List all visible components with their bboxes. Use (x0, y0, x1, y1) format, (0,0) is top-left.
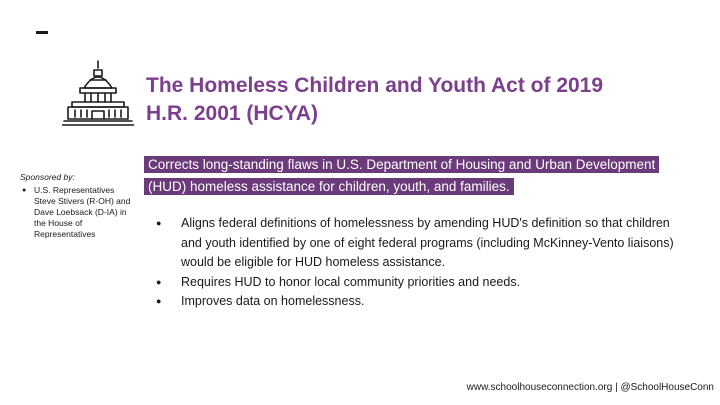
capitol-building-icon (62, 58, 134, 130)
highlight-text: Corrects long-standing flaws in U.S. Department of Housing and Urban Development (HUD) homeless assistance for children, youth, and families. (144, 156, 659, 195)
sponsor-block (20, 172, 132, 240)
bullet-item: ● Requires HUD to honor local community priorities and needs. (154, 273, 674, 293)
highlight-summary (144, 154, 664, 198)
footer-text: www.schoolhouseconnection.org | @SchoolHouseConn (466, 382, 714, 393)
bullet-item: ● Improves data on homelessness. (154, 292, 674, 312)
sponsor-label: Sponsored by: (20, 172, 75, 182)
sponsor-item: ● U.S. Representatives Steve Stivers (R-OH) and Dave Loebsack (D-IA) in the House of Representatives (34, 185, 132, 240)
slide-title (146, 72, 706, 128)
title-line-1: The Homeless Children and Youth Act of 2019 (146, 74, 604, 97)
sponsor-list (20, 185, 132, 240)
bullet-list (154, 214, 674, 312)
title-line-2: H.R. 2001 (HCYA) (146, 102, 318, 125)
decorative-dash (36, 31, 48, 34)
bullet-item: ● Aligns federal definitions of homelessness by amending HUD's definition so that children and youth identified by one of eight federal programs (including McKinney-Vento liaisons) would be eligible for HUD homeless assistance. (154, 214, 674, 273)
